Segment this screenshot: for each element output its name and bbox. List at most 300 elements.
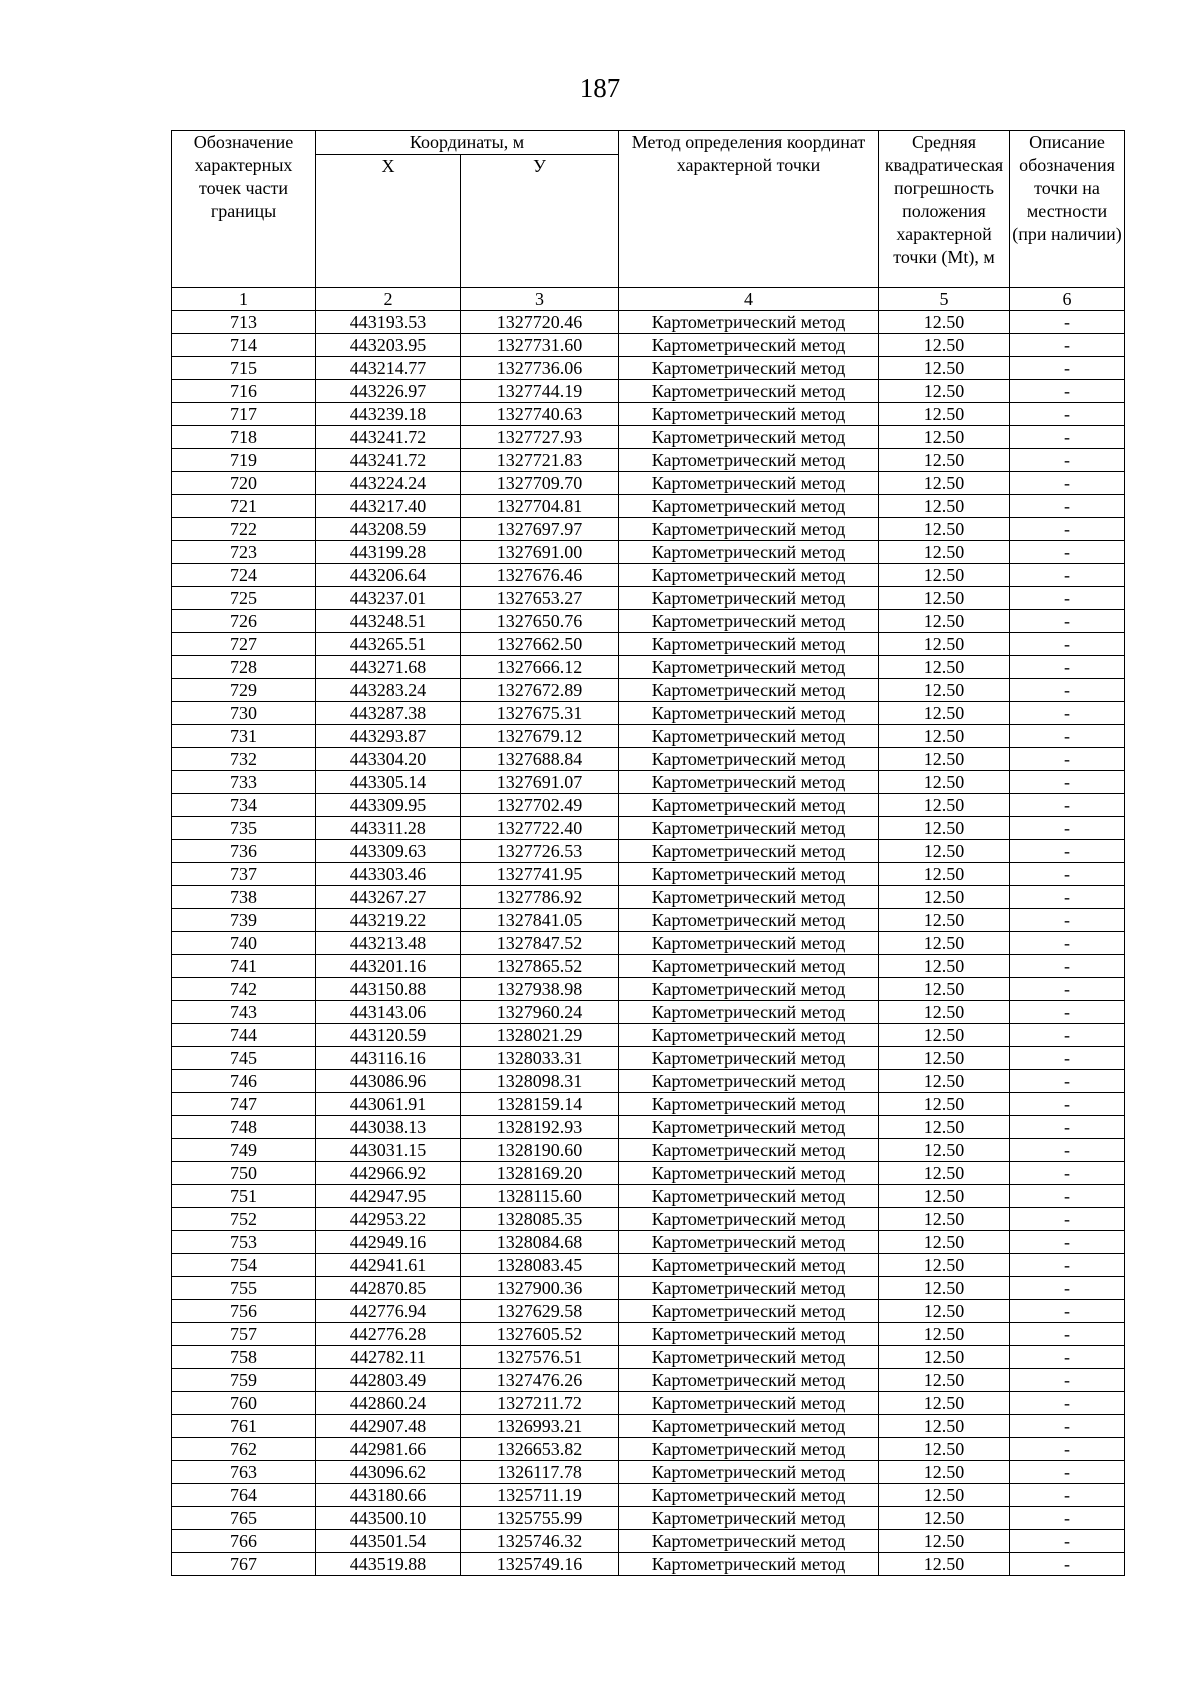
table-row (172, 1116, 1125, 1139)
description-cell: - (1010, 610, 1125, 633)
x-coordinate-cell: 443226.97 (316, 380, 461, 403)
column-number: 3 (461, 288, 619, 311)
point-id-cell: 723 (172, 541, 316, 564)
x-coordinate-cell: 442782.11 (316, 1346, 461, 1369)
method-cell: Картометрический метод (619, 725, 879, 748)
method-cell: Картометрический метод (619, 886, 879, 909)
table-row (172, 1484, 1125, 1507)
header-error: Средняя квадратическая погрешность положения характерной точки (Mt), м (879, 131, 1010, 288)
error-cell: 12.50 (879, 518, 1010, 541)
point-id-cell: 740 (172, 932, 316, 955)
x-coordinate-cell: 443180.66 (316, 1484, 461, 1507)
description-cell: - (1010, 1231, 1125, 1254)
description-cell: - (1010, 1530, 1125, 1553)
description-cell: - (1010, 679, 1125, 702)
table-row (172, 1093, 1125, 1116)
point-id-cell: 728 (172, 656, 316, 679)
point-id-cell: 767 (172, 1553, 316, 1576)
point-id-cell: 748 (172, 1116, 316, 1139)
point-id-cell: 754 (172, 1254, 316, 1277)
description-cell: - (1010, 932, 1125, 955)
y-coordinate-cell: 1327691.00 (461, 541, 619, 564)
point-id-cell: 755 (172, 1277, 316, 1300)
table-row (172, 1231, 1125, 1254)
y-coordinate-cell: 1327662.50 (461, 633, 619, 656)
description-cell: - (1010, 1346, 1125, 1369)
description-cell: - (1010, 380, 1125, 403)
y-coordinate-cell: 1327900.36 (461, 1277, 619, 1300)
y-coordinate-cell: 1326993.21 (461, 1415, 619, 1438)
x-coordinate-cell: 443239.18 (316, 403, 461, 426)
table-row (172, 1530, 1125, 1553)
point-id-cell: 756 (172, 1300, 316, 1323)
table-row (172, 357, 1125, 380)
table-row (172, 1139, 1125, 1162)
y-coordinate-cell: 1327847.52 (461, 932, 619, 955)
method-cell: Картометрический метод (619, 449, 879, 472)
y-coordinate-cell: 1327650.76 (461, 610, 619, 633)
method-cell: Картометрический метод (619, 1415, 879, 1438)
method-cell: Картометрический метод (619, 1507, 879, 1530)
y-coordinate-cell: 1327736.06 (461, 357, 619, 380)
y-coordinate-cell: 1327704.81 (461, 495, 619, 518)
point-id-cell: 715 (172, 357, 316, 380)
table-row (172, 748, 1125, 771)
x-coordinate-cell: 443237.01 (316, 587, 461, 610)
table-row (172, 794, 1125, 817)
table-row (172, 449, 1125, 472)
method-cell: Картометрический метод (619, 1392, 879, 1415)
method-cell: Картометрический метод (619, 909, 879, 932)
description-cell: - (1010, 449, 1125, 472)
x-coordinate-cell: 443219.22 (316, 909, 461, 932)
x-coordinate-cell: 442860.24 (316, 1392, 461, 1415)
x-coordinate-cell: 443287.38 (316, 702, 461, 725)
x-coordinate-cell: 443120.59 (316, 1024, 461, 1047)
error-cell: 12.50 (879, 1530, 1010, 1553)
error-cell: 12.50 (879, 863, 1010, 886)
x-coordinate-cell: 442953.22 (316, 1208, 461, 1231)
error-cell: 12.50 (879, 1231, 1010, 1254)
y-coordinate-cell: 1326653.82 (461, 1438, 619, 1461)
method-cell: Картометрический метод (619, 1438, 879, 1461)
y-coordinate-cell: 1327676.46 (461, 564, 619, 587)
table-row (172, 472, 1125, 495)
x-coordinate-cell: 442803.49 (316, 1369, 461, 1392)
x-coordinate-cell: 443201.16 (316, 955, 461, 978)
x-coordinate-cell: 443241.72 (316, 449, 461, 472)
point-id-cell: 729 (172, 679, 316, 702)
x-coordinate-cell: 443271.68 (316, 656, 461, 679)
table-row (172, 1553, 1125, 1576)
description-cell: - (1010, 1185, 1125, 1208)
point-id-cell: 738 (172, 886, 316, 909)
table-row (172, 1254, 1125, 1277)
point-id-cell: 766 (172, 1530, 316, 1553)
point-id-cell: 732 (172, 748, 316, 771)
x-coordinate-cell: 443061.91 (316, 1093, 461, 1116)
table-row (172, 1208, 1125, 1231)
description-cell: - (1010, 725, 1125, 748)
table-row (172, 564, 1125, 587)
point-id-cell: 722 (172, 518, 316, 541)
y-coordinate-cell: 1327691.07 (461, 771, 619, 794)
error-cell: 12.50 (879, 380, 1010, 403)
method-cell: Картометрический метод (619, 403, 879, 426)
point-id-cell: 763 (172, 1461, 316, 1484)
y-coordinate-cell: 1327726.53 (461, 840, 619, 863)
point-id-cell: 762 (172, 1438, 316, 1461)
table-row (172, 403, 1125, 426)
table-row (172, 1323, 1125, 1346)
y-coordinate-cell: 1328169.20 (461, 1162, 619, 1185)
method-cell: Картометрический метод (619, 495, 879, 518)
error-cell: 12.50 (879, 587, 1010, 610)
description-cell: - (1010, 1070, 1125, 1093)
y-coordinate-cell: 1328098.31 (461, 1070, 619, 1093)
method-cell: Картометрический метод (619, 633, 879, 656)
x-coordinate-cell: 443224.24 (316, 472, 461, 495)
description-cell: - (1010, 1024, 1125, 1047)
description-cell: - (1010, 1392, 1125, 1415)
y-coordinate-cell: 1328033.31 (461, 1047, 619, 1070)
table-row (172, 840, 1125, 863)
method-cell: Картометрический метод (619, 311, 879, 334)
description-cell: - (1010, 587, 1125, 610)
table-row (172, 932, 1125, 955)
error-cell: 12.50 (879, 656, 1010, 679)
table-row (172, 1507, 1125, 1530)
y-coordinate-cell: 1327727.93 (461, 426, 619, 449)
x-coordinate-cell: 442870.85 (316, 1277, 461, 1300)
description-cell: - (1010, 1323, 1125, 1346)
description-cell: - (1010, 403, 1125, 426)
description-cell: - (1010, 495, 1125, 518)
y-coordinate-cell: 1327605.52 (461, 1323, 619, 1346)
x-coordinate-cell: 443241.72 (316, 426, 461, 449)
error-cell: 12.50 (879, 794, 1010, 817)
y-coordinate-cell: 1327688.84 (461, 748, 619, 771)
y-coordinate-cell: 1328159.14 (461, 1093, 619, 1116)
x-coordinate-cell: 443208.59 (316, 518, 461, 541)
method-cell: Картометрический метод (619, 426, 879, 449)
description-cell: - (1010, 1116, 1125, 1139)
description-cell: - (1010, 1139, 1125, 1162)
description-cell: - (1010, 1415, 1125, 1438)
error-cell: 12.50 (879, 1024, 1010, 1047)
x-coordinate-cell: 443267.27 (316, 886, 461, 909)
y-coordinate-cell: 1327709.70 (461, 472, 619, 495)
column-numbers-row (172, 288, 1125, 311)
x-coordinate-cell: 443309.95 (316, 794, 461, 817)
x-coordinate-cell: 443248.51 (316, 610, 461, 633)
description-cell: - (1010, 633, 1125, 656)
x-coordinate-cell: 442907.48 (316, 1415, 461, 1438)
description-cell: - (1010, 541, 1125, 564)
error-cell: 12.50 (879, 771, 1010, 794)
method-cell: Картометрический метод (619, 380, 879, 403)
method-cell: Картометрический метод (619, 1484, 879, 1507)
method-cell: Картометрический метод (619, 1139, 879, 1162)
point-id-cell: 717 (172, 403, 316, 426)
x-coordinate-cell: 443519.88 (316, 1553, 461, 1576)
x-coordinate-cell: 443193.53 (316, 311, 461, 334)
error-cell: 12.50 (879, 1139, 1010, 1162)
x-coordinate-cell: 443143.06 (316, 1001, 461, 1024)
x-coordinate-cell: 443038.13 (316, 1116, 461, 1139)
x-coordinate-cell: 443501.54 (316, 1530, 461, 1553)
description-cell: - (1010, 518, 1125, 541)
y-coordinate-cell: 1328085.35 (461, 1208, 619, 1231)
table-row (172, 656, 1125, 679)
error-cell: 12.50 (879, 1323, 1010, 1346)
header-x: X (316, 155, 461, 288)
method-cell: Картометрический метод (619, 334, 879, 357)
y-coordinate-cell: 1328084.68 (461, 1231, 619, 1254)
method-cell: Картометрический метод (619, 1300, 879, 1323)
description-cell: - (1010, 1369, 1125, 1392)
table-row (172, 587, 1125, 610)
coordinates-table (171, 130, 1125, 1576)
y-coordinate-cell: 1328192.93 (461, 1116, 619, 1139)
x-coordinate-cell: 443031.15 (316, 1139, 461, 1162)
y-coordinate-cell: 1325746.32 (461, 1530, 619, 1553)
description-cell: - (1010, 1208, 1125, 1231)
x-coordinate-cell: 443309.63 (316, 840, 461, 863)
method-cell: Картометрический метод (619, 1162, 879, 1185)
error-cell: 12.50 (879, 495, 1010, 518)
table-row (172, 1346, 1125, 1369)
column-number: 6 (1010, 288, 1125, 311)
y-coordinate-cell: 1328021.29 (461, 1024, 619, 1047)
description-cell: - (1010, 472, 1125, 495)
point-id-cell: 713 (172, 311, 316, 334)
method-cell: Картометрический метод (619, 587, 879, 610)
error-cell: 12.50 (879, 357, 1010, 380)
method-cell: Картометрический метод (619, 1047, 879, 1070)
method-cell: Картометрический метод (619, 840, 879, 863)
point-id-cell: 734 (172, 794, 316, 817)
table-row (172, 1277, 1125, 1300)
table-row (172, 1392, 1125, 1415)
header-point: Обозначение характерных точек части границы (172, 131, 316, 288)
point-id-cell: 745 (172, 1047, 316, 1070)
x-coordinate-cell: 443150.88 (316, 978, 461, 1001)
y-coordinate-cell: 1327731.60 (461, 334, 619, 357)
point-id-cell: 753 (172, 1231, 316, 1254)
error-cell: 12.50 (879, 702, 1010, 725)
method-cell: Картометрический метод (619, 1093, 879, 1116)
description-cell: - (1010, 771, 1125, 794)
point-id-cell: 741 (172, 955, 316, 978)
method-cell: Картометрический метод (619, 1024, 879, 1047)
method-cell: Картометрический метод (619, 472, 879, 495)
error-cell: 12.50 (879, 311, 1010, 334)
point-id-cell: 727 (172, 633, 316, 656)
table-row (172, 1047, 1125, 1070)
error-cell: 12.50 (879, 817, 1010, 840)
method-cell: Картометрический метод (619, 1001, 879, 1024)
point-id-cell: 750 (172, 1162, 316, 1185)
method-cell: Картометрический метод (619, 817, 879, 840)
table-row (172, 1185, 1125, 1208)
y-coordinate-cell: 1327960.24 (461, 1001, 619, 1024)
y-coordinate-cell: 1328083.45 (461, 1254, 619, 1277)
method-cell: Картометрический метод (619, 1185, 879, 1208)
error-cell: 12.50 (879, 1047, 1010, 1070)
point-id-cell: 724 (172, 564, 316, 587)
description-cell: - (1010, 1093, 1125, 1116)
error-cell: 12.50 (879, 1254, 1010, 1277)
x-coordinate-cell: 443206.64 (316, 564, 461, 587)
description-cell: - (1010, 1300, 1125, 1323)
y-coordinate-cell: 1327629.58 (461, 1300, 619, 1323)
header-method: Метод определения координат характерной точки (619, 131, 879, 288)
description-cell: - (1010, 1254, 1125, 1277)
error-cell: 12.50 (879, 1300, 1010, 1323)
point-id-cell: 747 (172, 1093, 316, 1116)
y-coordinate-cell: 1327675.31 (461, 702, 619, 725)
table-row (172, 1001, 1125, 1024)
method-cell: Картометрический метод (619, 656, 879, 679)
error-cell: 12.50 (879, 1001, 1010, 1024)
x-coordinate-cell: 443096.62 (316, 1461, 461, 1484)
y-coordinate-cell: 1327720.46 (461, 311, 619, 334)
point-id-cell: 752 (172, 1208, 316, 1231)
error-cell: 12.50 (879, 909, 1010, 932)
method-cell: Картометрический метод (619, 1323, 879, 1346)
point-id-cell: 730 (172, 702, 316, 725)
y-coordinate-cell: 1327721.83 (461, 449, 619, 472)
error-cell: 12.50 (879, 748, 1010, 771)
table-row (172, 1369, 1125, 1392)
method-cell: Картометрический метод (619, 1553, 879, 1576)
x-coordinate-cell: 443265.51 (316, 633, 461, 656)
header-y: У (461, 155, 619, 288)
table-row (172, 1300, 1125, 1323)
x-coordinate-cell: 443199.28 (316, 541, 461, 564)
method-cell: Картометрический метод (619, 541, 879, 564)
y-coordinate-cell: 1327786.92 (461, 886, 619, 909)
table-row (172, 725, 1125, 748)
description-cell: - (1010, 909, 1125, 932)
error-cell: 12.50 (879, 1070, 1010, 1093)
error-cell: 12.50 (879, 472, 1010, 495)
table-row (172, 426, 1125, 449)
error-cell: 12.50 (879, 1484, 1010, 1507)
y-coordinate-cell: 1327697.97 (461, 518, 619, 541)
error-cell: 12.50 (879, 449, 1010, 472)
method-cell: Картометрический метод (619, 1231, 879, 1254)
error-cell: 12.50 (879, 955, 1010, 978)
description-cell: - (1010, 863, 1125, 886)
error-cell: 12.50 (879, 1369, 1010, 1392)
x-coordinate-cell: 443213.48 (316, 932, 461, 955)
y-coordinate-cell: 1327666.12 (461, 656, 619, 679)
y-coordinate-cell: 1327741.95 (461, 863, 619, 886)
method-cell: Картометрический метод (619, 955, 879, 978)
point-id-cell: 742 (172, 978, 316, 1001)
y-coordinate-cell: 1327722.40 (461, 817, 619, 840)
x-coordinate-cell: 443303.46 (316, 863, 461, 886)
table-row (172, 771, 1125, 794)
description-cell: - (1010, 1553, 1125, 1576)
method-cell: Картометрический метод (619, 1070, 879, 1093)
y-coordinate-cell: 1327653.27 (461, 587, 619, 610)
method-cell: Картометрический метод (619, 771, 879, 794)
column-number: 4 (619, 288, 879, 311)
y-coordinate-cell: 1326117.78 (461, 1461, 619, 1484)
method-cell: Картометрический метод (619, 702, 879, 725)
method-cell: Картометрический метод (619, 610, 879, 633)
y-coordinate-cell: 1327702.49 (461, 794, 619, 817)
error-cell: 12.50 (879, 1116, 1010, 1139)
error-cell: 12.50 (879, 1392, 1010, 1415)
error-cell: 12.50 (879, 564, 1010, 587)
method-cell: Картометрический метод (619, 1116, 879, 1139)
table-row (172, 702, 1125, 725)
x-coordinate-cell: 442949.16 (316, 1231, 461, 1254)
description-cell: - (1010, 1162, 1125, 1185)
point-id-cell: 718 (172, 426, 316, 449)
error-cell: 12.50 (879, 725, 1010, 748)
description-cell: - (1010, 1047, 1125, 1070)
table-row (172, 311, 1125, 334)
description-cell: - (1010, 1438, 1125, 1461)
x-coordinate-cell: 442776.28 (316, 1323, 461, 1346)
method-cell: Картометрический метод (619, 518, 879, 541)
error-cell: 12.50 (879, 679, 1010, 702)
description-cell: - (1010, 840, 1125, 863)
table-row (172, 610, 1125, 633)
error-cell: 12.50 (879, 1277, 1010, 1300)
y-coordinate-cell: 1327476.26 (461, 1369, 619, 1392)
point-id-cell: 765 (172, 1507, 316, 1530)
header-description: Описание обозначения точки на местности (при наличии) (1010, 131, 1125, 288)
y-coordinate-cell: 1327744.19 (461, 380, 619, 403)
description-cell: - (1010, 886, 1125, 909)
x-coordinate-cell: 442776.94 (316, 1300, 461, 1323)
point-id-cell: 714 (172, 334, 316, 357)
error-cell: 12.50 (879, 1438, 1010, 1461)
description-cell: - (1010, 311, 1125, 334)
table-row (172, 1438, 1125, 1461)
table-row (172, 1162, 1125, 1185)
y-coordinate-cell: 1327679.12 (461, 725, 619, 748)
error-cell: 12.50 (879, 426, 1010, 449)
error-cell: 12.50 (879, 978, 1010, 1001)
point-id-cell: 761 (172, 1415, 316, 1438)
description-cell: - (1010, 656, 1125, 679)
point-id-cell: 720 (172, 472, 316, 495)
table-row (172, 909, 1125, 932)
error-cell: 12.50 (879, 1093, 1010, 1116)
point-id-cell: 721 (172, 495, 316, 518)
x-coordinate-cell: 443214.77 (316, 357, 461, 380)
description-cell: - (1010, 955, 1125, 978)
x-coordinate-cell: 442947.95 (316, 1185, 461, 1208)
description-cell: - (1010, 1001, 1125, 1024)
method-cell: Картометрический метод (619, 978, 879, 1001)
table-row (172, 978, 1125, 1001)
point-id-cell: 746 (172, 1070, 316, 1093)
description-cell: - (1010, 564, 1125, 587)
description-cell: - (1010, 1484, 1125, 1507)
error-cell: 12.50 (879, 334, 1010, 357)
column-number: 5 (879, 288, 1010, 311)
y-coordinate-cell: 1327740.63 (461, 403, 619, 426)
x-coordinate-cell: 443116.16 (316, 1047, 461, 1070)
